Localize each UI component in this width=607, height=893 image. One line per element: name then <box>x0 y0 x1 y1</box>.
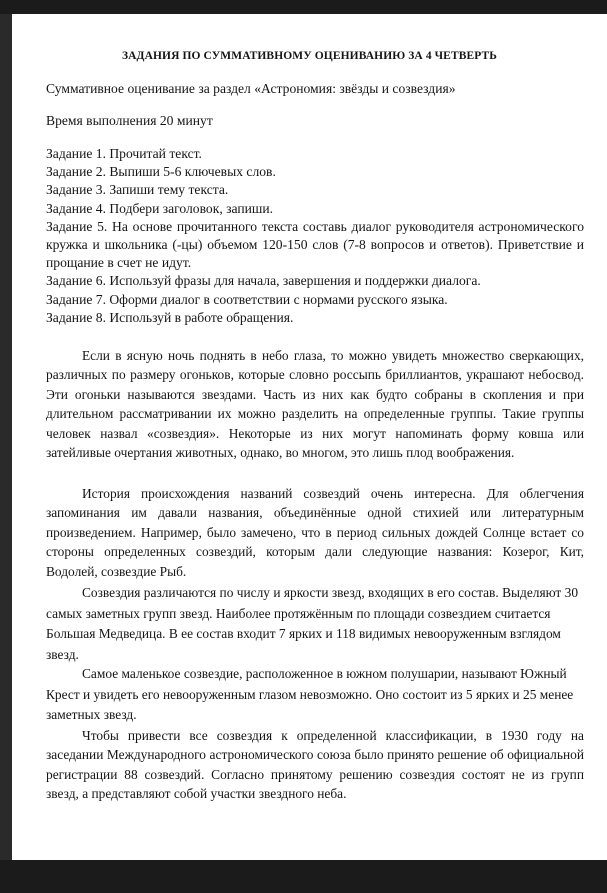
text-paragraph-1: Если в ясную ночь поднять в небо глаза, то можно увидеть множество сверкающих, различных по размеру огоньков, которые словно россыпь бриллиантов, украшают небосвод. Эти огоньки называются звездами. Часть из них как будто собраны в скопления и при длительном рассматривании их можно разделить на определенные группы. Такие группы человек назвал «созвездия». Некоторые из них могут напоминать форму ковша или затейливые очертания животных, однако, во многом, это лишь плод воображения. <box>46 348 584 461</box>
task-item: Задание 2. Выпиши 5-6 ключевых слов. <box>46 164 276 180</box>
subtitle: Суммативное оценивание за раздел «Астрономия: звёзды и созвездия» <box>46 81 456 96</box>
text-paragraph-5: Чтобы привести все созвездия к определенной классификации, в 1930 году на заседании Международного астрономического союза было принято решение об официальной регистрации 88 созвездий. Согласно принятому решению созвездия состоят не из групп звезд, а представляют собой участки звездного неба. <box>46 728 584 802</box>
document-page <box>12 14 607 860</box>
text-paragraph-4: Самое маленькое созвездие, расположенное в южном полушарии, называют Южный Крест и увидеть его невооруженным глазом невозможно. Оно состоит из 5 ярких и 25 менее заметных звезд. <box>46 666 574 722</box>
text-paragraph-3: Созвездия различаются по числу и яркости звезд, входящих в его состав. Выделяют 30 самых заметных групп звезд. Наиболее протяжённым по площади созвездием считается Большая Медведица. В ее состав входит 7 ярких и 118 видимых невооруженным взглядом звезд. <box>46 585 579 662</box>
task-item-6: Задание 6. Используй фразы для начала, завершения и поддержки диалога. <box>46 273 481 289</box>
task-item: Задание 4. Подбери заголовок, запиши. <box>46 200 274 216</box>
task-item: Задание 1. Прочитай текст. <box>46 146 202 161</box>
bottom-dark-margin <box>0 860 607 893</box>
task-item-8: Задание 8. Используй в работе обращения. <box>46 309 294 325</box>
page-title: ЗАДАНИЯ ПО СУММАТИВНОМУ ОЦЕНИВАНИЮ ЗА 4 ЧЕТВЕРТЬ <box>121 50 498 62</box>
task-item-7: Задание 7. Оформи диалог в соответствии с нормами русского языка. <box>46 291 448 307</box>
task-list <box>46 145 584 327</box>
task-item-5: Задание 5. На основе прочитанного текста составь диалог руководителя астрономического кружка и школьника (-цы) объемом 120-150 слов (7-8 вопросов и ответов). Приветствие и прощание в счет не идут. <box>46 218 584 271</box>
text-paragraph-2: История происхождения названий созвездий очень интересна. Для облегчения запоминания им давали названия, объединённые одной стихией или литературным произведением. Например, было замечено, что в период сильных дождей Солнце встает со стороны определенных созвездий, которым дали следующие названия: Козерог, Кит, Водолей, созвездие Рыб. <box>46 486 584 579</box>
task-item: Задание 3. Запиши тему текста. <box>46 182 229 198</box>
time-limit: Время выполнения 20 минут <box>46 113 213 128</box>
left-dark-margin <box>0 14 12 860</box>
